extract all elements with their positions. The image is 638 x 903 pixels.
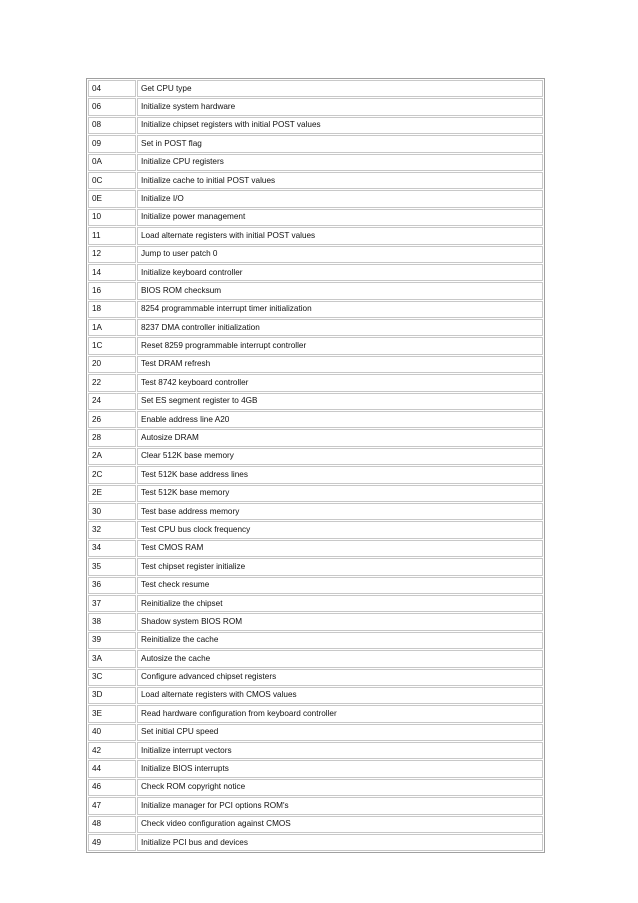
post-code-cell: 11: [88, 227, 136, 244]
post-code-cell: 1C: [88, 337, 136, 354]
description-cell: BIOS ROM checksum: [137, 282, 543, 299]
description-cell: Load alternate registers with initial POST values: [137, 227, 543, 244]
table-row: [88, 521, 543, 538]
post-code-cell: 48: [88, 816, 136, 833]
post-code-cell: 3E: [88, 705, 136, 722]
table-row: [88, 613, 543, 630]
post-code-cell: 30: [88, 503, 136, 520]
table-row: [88, 742, 543, 759]
table-row: [88, 209, 543, 226]
post-code-table-body: [88, 80, 543, 851]
description-cell: Test CPU bus clock frequency: [137, 521, 543, 538]
post-code-cell: 14: [88, 264, 136, 281]
description-cell: Jump to user patch 0: [137, 246, 543, 263]
table-row: [88, 724, 543, 741]
table-row: [88, 540, 543, 557]
table-row: [88, 816, 543, 833]
description-cell: Test 512K base memory: [137, 485, 543, 502]
post-code-cell: 39: [88, 632, 136, 649]
description-cell: Initialize power management: [137, 209, 543, 226]
table-row: [88, 264, 543, 281]
description-cell: Configure advanced chipset registers: [137, 669, 543, 686]
table-row: [88, 650, 543, 667]
post-code-cell: 42: [88, 742, 136, 759]
post-code-cell: 08: [88, 117, 136, 134]
table-row: [88, 779, 543, 796]
table-row: [88, 135, 543, 152]
post-code-cell: 0E: [88, 190, 136, 207]
description-cell: Check ROM copyright notice: [137, 779, 543, 796]
post-code-cell: 38: [88, 613, 136, 630]
table-row: [88, 503, 543, 520]
table-row: [88, 797, 543, 814]
description-cell: Test chipset register initialize: [137, 558, 543, 575]
post-code-cell: 3C: [88, 669, 136, 686]
post-code-cell: 22: [88, 374, 136, 391]
description-cell: Clear 512K base memory: [137, 448, 543, 465]
description-cell: Initialize cache to initial POST values: [137, 172, 543, 189]
table-row: [88, 117, 543, 134]
table-row: [88, 687, 543, 704]
post-code-cell: 18: [88, 301, 136, 318]
description-cell: Test check resume: [137, 577, 543, 594]
post-code-cell: 49: [88, 834, 136, 851]
description-cell: Set initial CPU speed: [137, 724, 543, 741]
description-cell: Test 512K base address lines: [137, 466, 543, 483]
post-code-cell: 06: [88, 98, 136, 115]
description-cell: Set in POST flag: [137, 135, 543, 152]
description-cell: Initialize CPU registers: [137, 154, 543, 171]
post-code-cell: 16: [88, 282, 136, 299]
description-cell: Test CMOS RAM: [137, 540, 543, 557]
table-row: [88, 319, 543, 336]
table-row: [88, 282, 543, 299]
post-code-cell: 47: [88, 797, 136, 814]
description-cell: 8237 DMA controller initialization: [137, 319, 543, 336]
description-cell: Shadow system BIOS ROM: [137, 613, 543, 630]
table-row: [88, 98, 543, 115]
description-cell: Reset 8259 programmable interrupt controller: [137, 337, 543, 354]
post-code-cell: 35: [88, 558, 136, 575]
post-code-cell: 0C: [88, 172, 136, 189]
table-row: [88, 411, 543, 428]
post-code-cell: 44: [88, 760, 136, 777]
post-code-cell: 26: [88, 411, 136, 428]
post-code-cell: 09: [88, 135, 136, 152]
post-code-cell: 40: [88, 724, 136, 741]
table-row: [88, 429, 543, 446]
post-code-cell: 1A: [88, 319, 136, 336]
description-cell: Initialize PCI bus and devices: [137, 834, 543, 851]
table-row: [88, 760, 543, 777]
post-code-cell: 0A: [88, 154, 136, 171]
description-cell: Test DRAM refresh: [137, 356, 543, 373]
description-cell: Initialize I/O: [137, 190, 543, 207]
post-code-cell: 20: [88, 356, 136, 373]
post-code-cell: 12: [88, 246, 136, 263]
table-row: [88, 190, 543, 207]
post-code-cell: 36: [88, 577, 136, 594]
description-cell: Autosize the cache: [137, 650, 543, 667]
table-row: [88, 301, 543, 318]
description-cell: Initialize keyboard controller: [137, 264, 543, 281]
description-cell: Initialize interrupt vectors: [137, 742, 543, 759]
description-cell: Initialize chipset registers with initial POST values: [137, 117, 543, 134]
description-cell: 8254 programmable interrupt timer initialization: [137, 301, 543, 318]
description-cell: Autosize DRAM: [137, 429, 543, 446]
description-cell: Test base address memory: [137, 503, 543, 520]
table-row: [88, 356, 543, 373]
table-row: [88, 374, 543, 391]
table-row: [88, 246, 543, 263]
table-row: [88, 154, 543, 171]
post-code-cell: 32: [88, 521, 136, 538]
description-cell: Reinitialize the chipset: [137, 595, 543, 612]
post-code-cell: 2A: [88, 448, 136, 465]
post-code-cell: 28: [88, 429, 136, 446]
table-row: [88, 337, 543, 354]
table-row: [88, 172, 543, 189]
table-row: [88, 705, 543, 722]
post-code-cell: 34: [88, 540, 136, 557]
description-cell: Load alternate registers with CMOS values: [137, 687, 543, 704]
table-row: [88, 393, 543, 410]
table-row: [88, 577, 543, 594]
table-row: [88, 485, 543, 502]
table-row: [88, 558, 543, 575]
table-row: [88, 834, 543, 851]
post-code-cell: 3D: [88, 687, 136, 704]
table-row: [88, 80, 543, 97]
post-code-cell: 37: [88, 595, 136, 612]
description-cell: Check video configuration against CMOS: [137, 816, 543, 833]
description-cell: Initialize manager for PCI options ROM's: [137, 797, 543, 814]
description-cell: Reinitialize the cache: [137, 632, 543, 649]
table-row: [88, 466, 543, 483]
table-row: [88, 669, 543, 686]
post-code-table: [86, 78, 545, 853]
table-row: [88, 448, 543, 465]
description-cell: Test 8742 keyboard controller: [137, 374, 543, 391]
table-row: [88, 227, 543, 244]
post-code-cell: 46: [88, 779, 136, 796]
description-cell: Initialize BIOS interrupts: [137, 760, 543, 777]
post-code-cell: 2E: [88, 485, 136, 502]
description-cell: Set ES segment register to 4GB: [137, 393, 543, 410]
description-cell: Enable address line A20: [137, 411, 543, 428]
post-code-cell: 10: [88, 209, 136, 226]
post-code-cell: 3A: [88, 650, 136, 667]
table-row: [88, 595, 543, 612]
description-cell: Read hardware configuration from keyboard controller: [137, 705, 543, 722]
post-code-cell: 24: [88, 393, 136, 410]
post-code-cell: 04: [88, 80, 136, 97]
table-row: [88, 632, 543, 649]
post-code-cell: 2C: [88, 466, 136, 483]
description-cell: Get CPU type: [137, 80, 543, 97]
description-cell: Initialize system hardware: [137, 98, 543, 115]
